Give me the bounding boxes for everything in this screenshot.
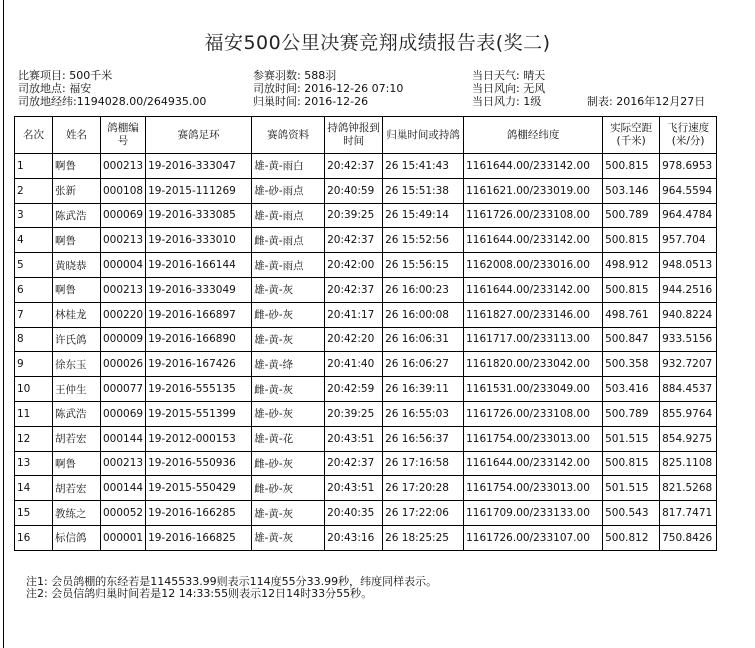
name-cell: 啊鲁: [53, 228, 101, 253]
meta-count-label: 参赛羽数:: [253, 69, 301, 82]
loft-coords-cell: 1161531.00/233049.00: [464, 377, 603, 402]
ring-cell: 19-2016-166144: [146, 253, 252, 278]
loft-coords-cell: 1161709.00/233133.00: [464, 501, 603, 526]
ring-cell: 19-2016-166897: [146, 302, 252, 327]
arrival-time-cell: 26 17:20:28: [383, 476, 464, 501]
loft-coords-cell: 1161754.00/233013.00: [464, 476, 603, 501]
loft-id-cell: 000001: [101, 525, 146, 550]
col-header: 名次: [15, 117, 53, 154]
page-left-border: [3, 0, 4, 648]
name-cell: 胡若宏: [53, 426, 101, 451]
rank-cell: 1: [15, 154, 53, 179]
bird-info-cell: 雄-黄-花: [252, 426, 325, 451]
loft-id-cell: 000213: [101, 228, 146, 253]
name-cell: 黄晓恭: [53, 253, 101, 278]
clock-time-cell: 20:43:16: [325, 525, 383, 550]
meta-weather: [472, 69, 545, 82]
name-cell: 标信鸽: [53, 525, 101, 550]
results-table: [14, 116, 717, 551]
bird-info-cell: 雌-砂-灰: [252, 451, 325, 476]
col-header: 姓名: [53, 117, 101, 154]
distance-cell: 500.358: [603, 352, 660, 377]
speed-cell: 940.8224: [660, 302, 717, 327]
clock-time-cell: 20:39:25: [325, 203, 383, 228]
bird-info-cell: 雄-黄-雨白: [252, 154, 325, 179]
loft-coords-cell: 1161726.00/233108.00: [464, 401, 603, 426]
loft-coords-cell: 1162008.00/233016.00: [464, 253, 603, 278]
name-cell: 胡若宏: [53, 476, 101, 501]
meta-event-label: 比赛项目:: [18, 69, 66, 82]
col-header: 归巢时间或持鸽: [383, 117, 464, 154]
table-row: [15, 277, 717, 302]
ring-cell: 19-2016-333047: [146, 154, 252, 179]
name-cell: 教练之: [53, 501, 101, 526]
meta-wind-force-value: 1级: [523, 95, 542, 108]
speed-cell: 817.7471: [660, 501, 717, 526]
speed-cell: 957.704: [660, 228, 717, 253]
clock-time-cell: 20:42:00: [325, 253, 383, 278]
meta-weather-label: 当日天气:: [472, 69, 520, 82]
distance-cell: 500.815: [603, 228, 660, 253]
bird-info-cell: 雌-黄-雨点: [252, 228, 325, 253]
speed-cell: 978.6953: [660, 154, 717, 179]
rank-cell: 6: [15, 277, 53, 302]
clock-time-cell: 20:42:37: [325, 451, 383, 476]
loft-id-cell: 000213: [101, 277, 146, 302]
meta-coords-label: 司放地经纬:: [18, 95, 77, 108]
arrival-time-cell: 26 17:16:58: [383, 451, 464, 476]
name-cell: 许氏鸽: [53, 327, 101, 352]
rank-cell: 11: [15, 401, 53, 426]
loft-coords-cell: 1161726.00/233108.00: [464, 203, 603, 228]
footnote: 注1: 会员鸽棚的东经若是1145533.99则表示114度55分33.99秒，纬度同样表示。: [26, 575, 438, 588]
rank-cell: 12: [15, 426, 53, 451]
loft-id-cell: 000213: [101, 451, 146, 476]
report-title: 福安500公里决赛竞翔成绩报告表(奖二): [204, 32, 551, 54]
distance-cell: 501.515: [603, 476, 660, 501]
arrival-time-cell: 26 15:41:43: [383, 154, 464, 179]
loft-coords-cell: 1161827.00/233146.00: [464, 302, 603, 327]
distance-cell: 500.847: [603, 327, 660, 352]
table-row: [15, 253, 717, 278]
bird-info-cell: 雄-黄-雨点: [252, 203, 325, 228]
meta-made: [587, 95, 705, 108]
loft-id-cell: 000077: [101, 377, 146, 402]
loft-coords-cell: 1161717.00/233113.00: [464, 327, 603, 352]
ring-cell: 19-2016-333010: [146, 228, 252, 253]
clock-time-cell: 20:42:20: [325, 327, 383, 352]
loft-id-cell: 000108: [101, 178, 146, 203]
ring-cell: 19-2016-166890: [146, 327, 252, 352]
loft-coords-cell: 1161726.00/233107.00: [464, 525, 603, 550]
clock-time-cell: 20:41:17: [325, 302, 383, 327]
clock-time-cell: 20:42:37: [325, 277, 383, 302]
meta-location: [18, 82, 91, 95]
rank-cell: 16: [15, 525, 53, 550]
clock-time-cell: 20:42:59: [325, 377, 383, 402]
distance-cell: 500.543: [603, 501, 660, 526]
clock-time-cell: 20:43:51: [325, 426, 383, 451]
loft-coords-cell: 1161644.00/233142.00: [464, 451, 603, 476]
meta-release-time-label: 司放时间:: [253, 82, 301, 95]
name-cell: 陈武浩: [53, 401, 101, 426]
arrival-time-cell: 26 15:52:56: [383, 228, 464, 253]
arrival-time-cell: 26 16:00:23: [383, 277, 464, 302]
arrival-time-cell: 26 17:22:06: [383, 501, 464, 526]
footnotes: [26, 576, 437, 600]
loft-coords-cell: 1161644.00/233142.00: [464, 154, 603, 179]
meta-release-time: [253, 82, 403, 95]
footnote: 注2: 会员信鸽归巢时间若是12 14:33:55则表示12日14时33分55秒。: [26, 587, 373, 600]
rank-cell: 13: [15, 451, 53, 476]
ring-cell: 19-2015-551399: [146, 401, 252, 426]
col-header: 赛鸽足环: [146, 117, 252, 154]
bird-info-cell: 雄-黄-灰: [252, 501, 325, 526]
loft-coords-cell: 1161820.00/233042.00: [464, 352, 603, 377]
meta-release-time-value: 2016-12-26 07:10: [304, 82, 404, 95]
bird-info-cell: 雄-黄-绛: [252, 352, 325, 377]
meta-return-time: [253, 95, 368, 108]
rank-cell: 3: [15, 203, 53, 228]
distance-cell: 500.815: [603, 277, 660, 302]
distance-cell: 498.912: [603, 253, 660, 278]
name-cell: 啊鲁: [53, 277, 101, 302]
arrival-time-cell: 26 16:06:31: [383, 327, 464, 352]
arrival-time-cell: 26 15:56:15: [383, 253, 464, 278]
clock-time-cell: 20:43:51: [325, 476, 383, 501]
name-cell: 王仲生: [53, 377, 101, 402]
loft-id-cell: 000144: [101, 426, 146, 451]
table-row: [15, 178, 717, 203]
bird-info-cell: 雌-砂-灰: [252, 302, 325, 327]
bird-info-cell: 雄-黄-雨点: [252, 253, 325, 278]
arrival-time-cell: 26 15:51:38: [383, 178, 464, 203]
ring-cell: 19-2016-333085: [146, 203, 252, 228]
clock-time-cell: 20:42:37: [325, 154, 383, 179]
distance-cell: 503.416: [603, 377, 660, 402]
loft-id-cell: 000213: [101, 154, 146, 179]
loft-coords-cell: 1161621.00/233019.00: [464, 178, 603, 203]
clock-time-cell: 20:40:59: [325, 178, 383, 203]
distance-cell: 498.761: [603, 302, 660, 327]
meta-wind-dir: [472, 82, 545, 95]
ring-cell: 19-2016-550936: [146, 451, 252, 476]
meta-coords-value: 1194028.00/264935.00: [76, 95, 207, 108]
speed-cell: 821.5268: [660, 476, 717, 501]
col-header: 持鸽钟报到时间: [325, 117, 383, 154]
rank-cell: 5: [15, 253, 53, 278]
loft-id-cell: 000069: [101, 401, 146, 426]
ring-cell: 19-2015-550429: [146, 476, 252, 501]
table-row: [15, 228, 717, 253]
loft-id-cell: 000026: [101, 352, 146, 377]
speed-cell: 932.7207: [660, 352, 717, 377]
clock-time-cell: 20:42:37: [325, 228, 383, 253]
arrival-time-cell: 26 15:49:14: [383, 203, 464, 228]
bird-info-cell: 雄-砂-雨点: [252, 178, 325, 203]
loft-id-cell: 000220: [101, 302, 146, 327]
rank-cell: 9: [15, 352, 53, 377]
meta-wind-dir-value: 无风: [523, 82, 546, 95]
bird-info-cell: 雄-黄-灰: [252, 327, 325, 352]
arrival-time-cell: 26 16:06:27: [383, 352, 464, 377]
meta-wind-force-label: 当日风力:: [472, 95, 520, 108]
meta-location-value: 福安: [69, 82, 92, 95]
distance-cell: 500.815: [603, 154, 660, 179]
col-header: 飞行速度(米/分): [660, 117, 717, 154]
meta-return-time-value: 2016-12-26: [304, 95, 369, 108]
meta-made-label: 制表:: [587, 95, 613, 108]
ring-cell: 19-2016-166825: [146, 525, 252, 550]
loft-coords-cell: 1161754.00/233013.00: [464, 426, 603, 451]
table-row: [15, 476, 717, 501]
loft-id-cell: 000004: [101, 253, 146, 278]
clock-time-cell: 20:41:40: [325, 352, 383, 377]
loft-id-cell: 000052: [101, 501, 146, 526]
arrival-time-cell: 26 16:55:03: [383, 401, 464, 426]
meta-made-value: 2016年12月27日: [616, 95, 706, 108]
speed-cell: 964.5594: [660, 178, 717, 203]
arrival-time-cell: 26 18:25:25: [383, 525, 464, 550]
ring-cell: 19-2016-166285: [146, 501, 252, 526]
speed-cell: 855.9764: [660, 401, 717, 426]
rank-cell: 10: [15, 377, 53, 402]
col-header: 鸽棚经纬度: [464, 117, 603, 154]
distance-cell: 501.515: [603, 426, 660, 451]
name-cell: 陈武浩: [53, 203, 101, 228]
rank-cell: 2: [15, 178, 53, 203]
ring-cell: 19-2016-555135: [146, 377, 252, 402]
table-row: [15, 327, 717, 352]
bird-info-cell: 雌-砂-灰: [252, 476, 325, 501]
speed-cell: 944.2516: [660, 277, 717, 302]
speed-cell: 884.4537: [660, 377, 717, 402]
ring-cell: 19-2015-111269: [146, 178, 252, 203]
table-row: [15, 501, 717, 526]
bird-info-cell: 雄-黄-灰: [252, 525, 325, 550]
meta-event: [18, 69, 112, 82]
meta-weather-value: 晴天: [523, 69, 546, 82]
ring-cell: 19-2012-000153: [146, 426, 252, 451]
table-row: [15, 352, 717, 377]
loft-id-cell: 000144: [101, 476, 146, 501]
clock-time-cell: 20:39:25: [325, 401, 383, 426]
rank-cell: 14: [15, 476, 53, 501]
loft-id-cell: 000009: [101, 327, 146, 352]
rank-cell: 4: [15, 228, 53, 253]
meta-count-value: 588羽: [304, 69, 337, 82]
loft-coords-cell: 1161644.00/233142.00: [464, 277, 603, 302]
speed-cell: 750.8426: [660, 525, 717, 550]
name-cell: 张新: [53, 178, 101, 203]
arrival-time-cell: 26 16:56:37: [383, 426, 464, 451]
loft-id-cell: 000069: [101, 203, 146, 228]
meta-return-time-label: 归巢时间:: [253, 95, 301, 108]
speed-cell: 854.9275: [660, 426, 717, 451]
rank-cell: 7: [15, 302, 53, 327]
bird-info-cell: 雌-黄-灰: [252, 377, 325, 402]
ring-cell: 19-2016-333049: [146, 277, 252, 302]
distance-cell: 500.812: [603, 525, 660, 550]
meta-event-value: 500千米: [69, 69, 113, 82]
meta-count: [253, 69, 336, 82]
speed-cell: 933.5156: [660, 327, 717, 352]
distance-cell: 503.146: [603, 178, 660, 203]
meta-location-label: 司放地点:: [18, 82, 66, 95]
loft-coords-cell: 1161644.00/233142.00: [464, 228, 603, 253]
col-header: 实际空距(千米): [603, 117, 660, 154]
table-row: [15, 401, 717, 426]
col-header: 赛鸽资料: [252, 117, 325, 154]
meta-wind-force: [472, 95, 541, 108]
ring-cell: 19-2016-167426: [146, 352, 252, 377]
bird-info-cell: 雄-黄-灰: [252, 277, 325, 302]
clock-time-cell: 20:40:35: [325, 501, 383, 526]
arrival-time-cell: 26 16:00:08: [383, 302, 464, 327]
table-row: [15, 377, 717, 402]
arrival-time-cell: 26 16:39:11: [383, 377, 464, 402]
name-cell: 徐东玉: [53, 352, 101, 377]
name-cell: 林桂龙: [53, 302, 101, 327]
distance-cell: 500.789: [603, 401, 660, 426]
bird-info-cell: 雄-砂-灰: [252, 401, 325, 426]
distance-cell: 500.815: [603, 451, 660, 476]
speed-cell: 964.4784: [660, 203, 717, 228]
meta-wind-dir-label: 当日风向:: [472, 82, 520, 95]
rank-cell: 8: [15, 327, 53, 352]
rank-cell: 15: [15, 501, 53, 526]
table-header-row: [15, 117, 717, 154]
table-row: [15, 525, 717, 550]
table-row: [15, 302, 717, 327]
table-row: [15, 203, 717, 228]
table-row: [15, 451, 717, 476]
distance-cell: 500.789: [603, 203, 660, 228]
name-cell: 啊鲁: [53, 451, 101, 476]
col-header: 鸽棚编号: [101, 117, 146, 154]
table-row: [15, 154, 717, 179]
meta-coords: [18, 95, 206, 108]
speed-cell: 825.1108: [660, 451, 717, 476]
table-row: [15, 426, 717, 451]
name-cell: 啊鲁: [53, 154, 101, 179]
speed-cell: 948.0513: [660, 253, 717, 278]
